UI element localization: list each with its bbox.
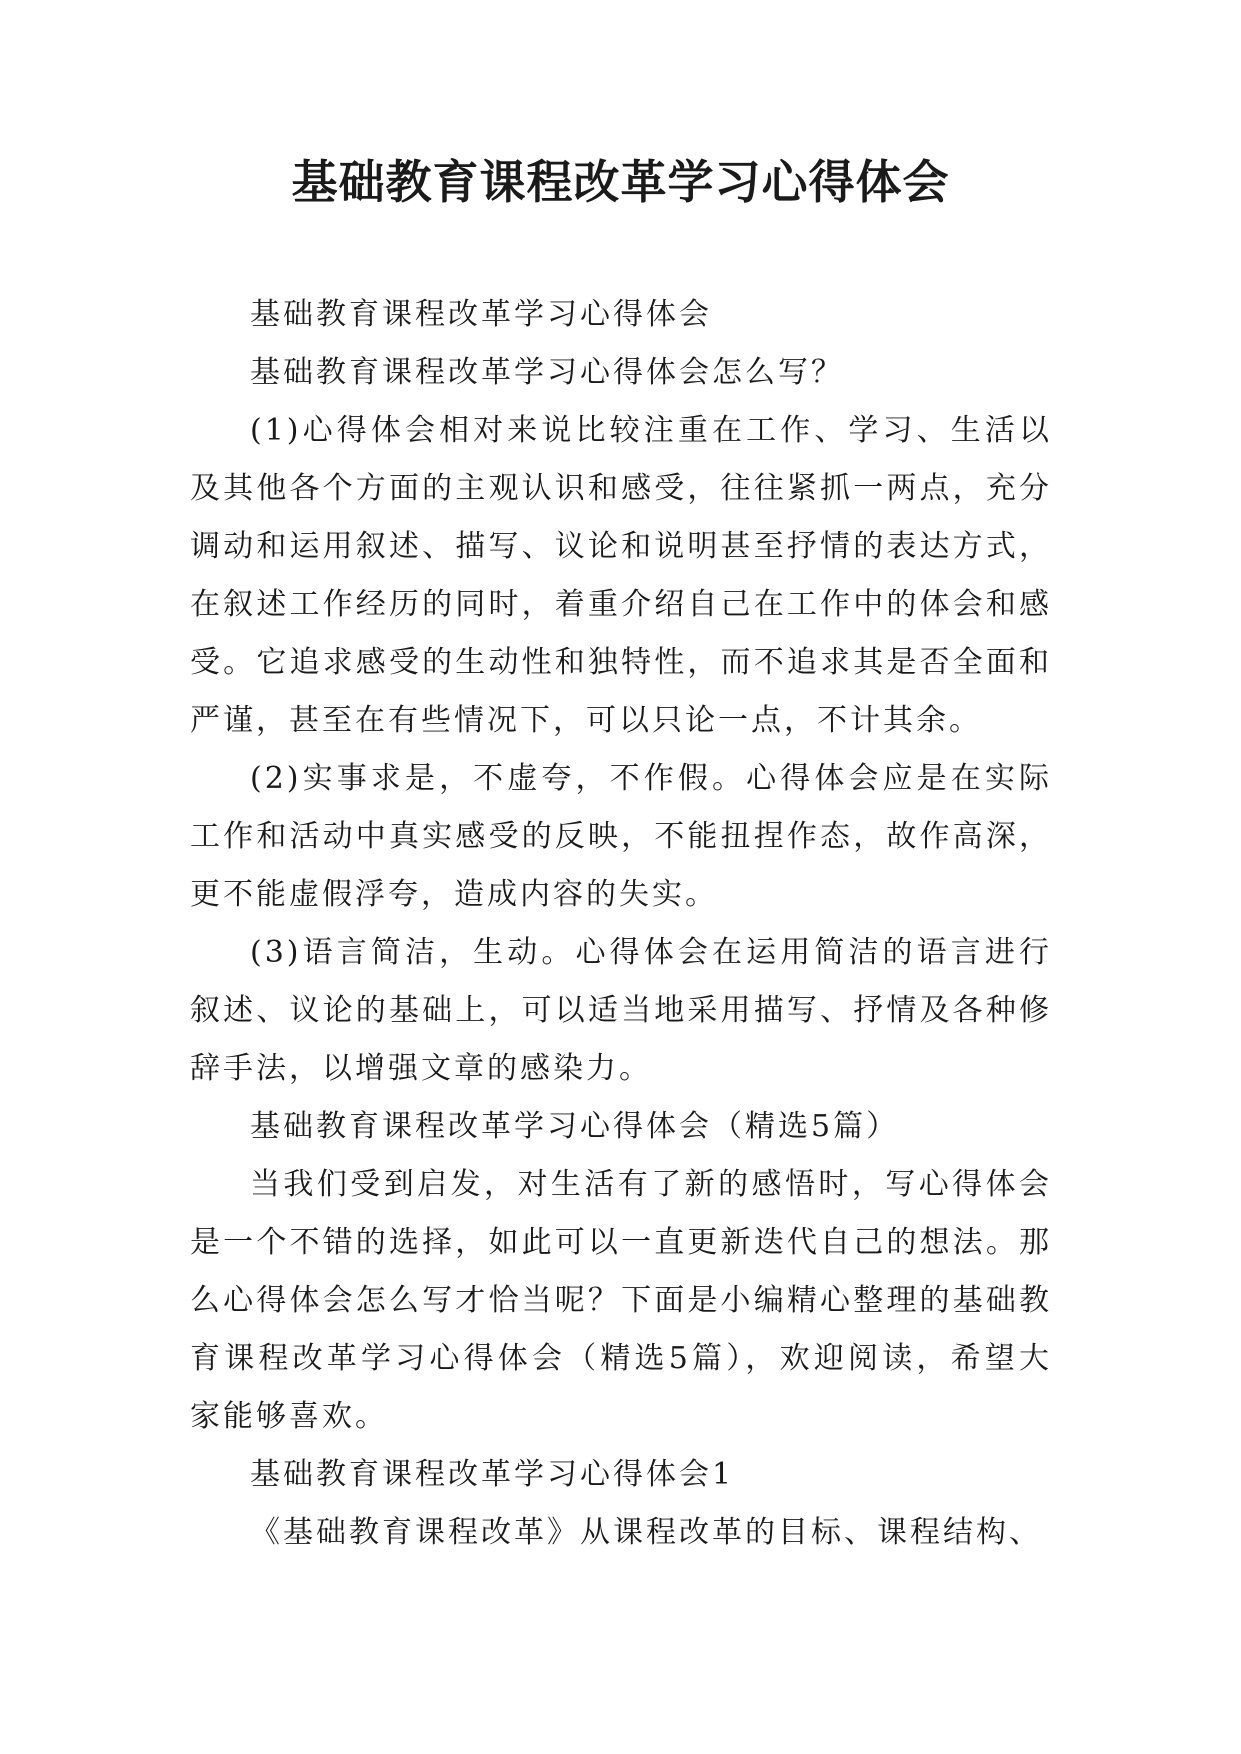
paragraph-intro: 当我们受到启发，对生活有了新的感悟时，写心得体会是一个不错的选择，如此可以一直更新迭代自己的想法。那么心得体会怎么写才恰当呢？下面是小编精心整理的基础教育课程改革学习心得体会（精选5篇），欢迎阅读，希望大家能够喜欢。 [190,1167,1052,1434]
paragraph-point-2: (2)实事求是，不虚夸，不作假。心得体会应是在实际工作和活动中真实感受的反映，不能扭捏作态，故作高深，更不能虚假浮夸，造成内容的失实。 [190,761,1052,912]
document-title: 基础教育课程改革学习心得体会 [291,155,950,209]
paragraph-collection-heading: 基础教育课程改革学习心得体会（精选5篇） [250,1109,900,1144]
paragraph-question: 基础教育课程改革学习心得体会怎么写？ [250,355,844,390]
paragraph-point-1: (1)心得体会相对来说比较注重在工作、学习、生活以及其他各个方面的主观认识和感受，往往紧抓一两点，充分调动和运用叙述、描写、议论和说明甚至抒情的表达方式，在叙述工作经历的同时，着重介绍自己在工作中的体会和感受。它追求感受的生动性和独特性，而不追求其是否全面和严谨，甚至在有些情况下，可以只论一点，不计其余。 [190,413,1052,738]
document-body [190,286,1052,1562]
paragraph-point-3: (3)语言简洁，生动。心得体会在运用简洁的语言进行叙述、议论的基础上，可以适当地采用描写、抒情及各种修辞手法，以增强文章的感染力。 [190,935,1052,1086]
paragraph-heading: 基础教育课程改革学习心得体会 [250,297,712,332]
paragraph-essay-1-start: 《基础教育课程改革》从课程改革的目标、课程结构、 [250,1515,1042,1550]
paragraph-essay-1-heading: 基础教育课程改革学习心得体会1 [250,1457,735,1492]
